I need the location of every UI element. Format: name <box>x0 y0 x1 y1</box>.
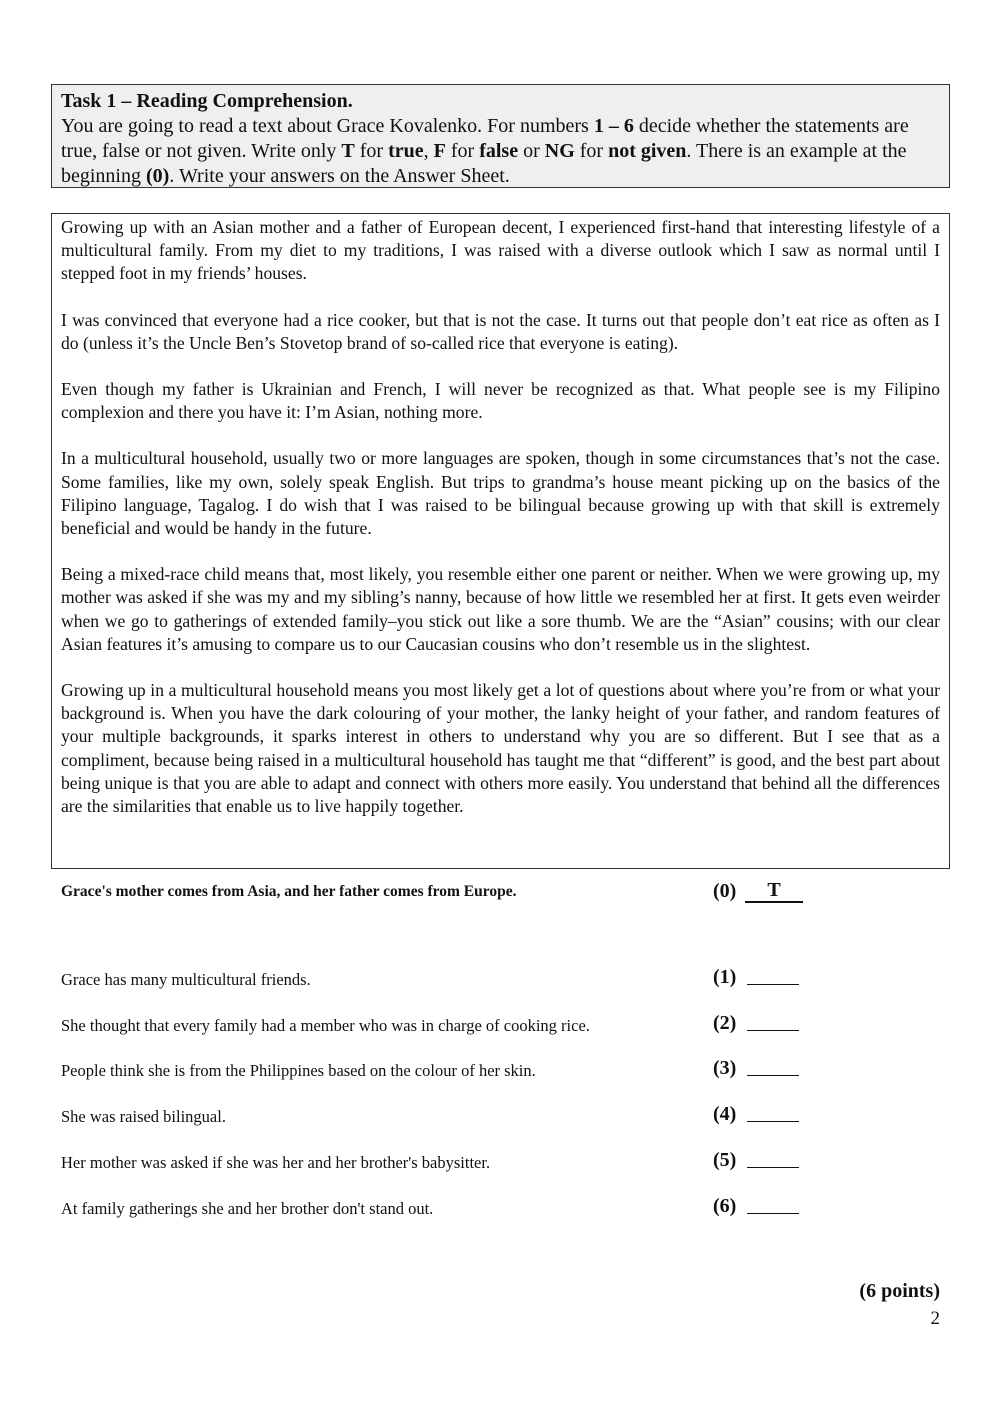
answer-blank[interactable] <box>747 1075 799 1076</box>
instructions-text: . There is an example at the beginning <box>61 140 907 187</box>
answer-blank[interactable] <box>747 984 799 985</box>
answer-blank[interactable] <box>747 1030 799 1031</box>
example-reference: (0) <box>146 165 170 187</box>
question-item <box>61 1014 941 1038</box>
true-code: T <box>341 140 355 162</box>
reading-paragraph: Even though my father is Ukrainian and French, I will never be recognized as that. What people see is my Filipino complexion and there you have it: I’m Asian, nothing more. <box>61 379 940 423</box>
question-item <box>61 1197 941 1221</box>
instructions-text: for <box>354 140 389 162</box>
question-item <box>61 1059 941 1083</box>
reading-paragraph: Growing up with an Asian mother and a father of European decent, I experienced first-hand that interesting lifestyle of a multicultural family. From my diet to my traditions, I was raised with a diverse outlook which I saw as normal until I stepped foot in my friends’ houses. <box>61 217 940 284</box>
task-instructions <box>61 114 941 189</box>
question-statement: At family gatherings she and her brother don't stand out. <box>61 1199 434 1218</box>
example-statement: Grace's mother comes from Asia, and her father comes from Europe. <box>61 883 517 900</box>
answer-blank[interactable] <box>747 1167 799 1168</box>
question-number: (4) <box>713 1103 737 1125</box>
answer-blank[interactable] <box>747 1121 799 1122</box>
reading-paragraph: I was convinced that everyone had a rice cooker, but that is not the case. It turns out that people don’t eat rice as often as I do (unless it’s the Uncle Ben’s Stovetop brand of so-called rice that everyone is eating). <box>61 309 940 353</box>
question-statement: She thought that every family had a member who was in charge of cooking rice. <box>61 1016 590 1035</box>
question-number: (2) <box>713 1012 737 1034</box>
false-code: F <box>433 140 446 162</box>
task-title: Task 1 – Reading Comprehension. <box>61 90 353 112</box>
instructions-text: . Write your answers on the Answer Sheet. <box>169 165 510 187</box>
instructions-text: for <box>445 140 480 162</box>
reading-paragraph: Growing up in a multicultural household means you most likely get a lot of questions about where you’re from or what your background is. When you have the dark colouring of your mother, the lanky height of your father, and random features of your multiple backgrounds, it sparks interest in others to understand why you are so different. But I see that as a compliment, because being raised in a multicultural household has taught me that “different” is good, and the best part about being unique is that you are able to adapt and connect with others more easily. You understand that behind all the differences are the similarities that enable us to live happily together. <box>61 680 940 817</box>
task-instructions-box <box>51 84 950 188</box>
reading-paragraph: In a multicultural household, usually two or more languages are spoken, though in some circumstances that’s not the case. Some families, like my own, solely speak English. But trips to grandma’s house meant picking up on the basics of the Filipino language, Tagalog. I do wish that I was raised to be bilingual because growing up with that skill is extremely beneficial and would be handy in the future. <box>61 448 940 539</box>
not-given-word: not given <box>608 140 687 162</box>
not-given-code: NG <box>544 140 575 162</box>
example-answer: T <box>745 880 803 903</box>
question-number: (6) <box>713 1195 737 1217</box>
instructions-text: decide whether the statements are true, false or not given. Write only <box>61 115 909 162</box>
true-word: true <box>388 140 424 162</box>
instructions-text: or <box>518 140 545 162</box>
instructions-text: for <box>574 140 609 162</box>
points-total: (6 points) <box>859 1280 940 1302</box>
reading-text-box <box>51 213 950 869</box>
instructions-text: You are going to read a text about Grace Kovalenko. For numbers <box>61 115 594 137</box>
question-item <box>61 1105 941 1129</box>
false-word: false <box>479 140 519 162</box>
question-range: 1 – 6 <box>593 115 634 137</box>
page-number: 2 <box>930 1308 940 1329</box>
reading-paragraph: Being a mixed-race child means that, most likely, you resemble either one parent or neither. When we were growing up, my mother was asked if she was my and my sibling’s nanny, because of how little we resembled her at first. It gets even weirder when we go to gatherings of extended family–you stick out like a sore thumb. We are the “Asian” cousins; with our clear Asian features it’s amusing to compare us to our Caucasian cousins who don’t resemble us in the slightest. <box>61 564 940 654</box>
question-number: (3) <box>713 1057 737 1079</box>
answer-blank[interactable] <box>747 1213 799 1214</box>
question-number: (1) <box>713 966 737 988</box>
question-statement: People think she is from the Philippines based on the colour of her skin. <box>61 1061 536 1080</box>
example-number: (0) <box>713 880 737 902</box>
question-statement: She was raised bilingual. <box>61 1107 226 1126</box>
example-item <box>61 880 941 904</box>
question-statement: Grace has many multicultural friends. <box>61 970 311 989</box>
question-number: (5) <box>713 1149 737 1171</box>
instructions-text: , <box>423 140 434 162</box>
question-item <box>61 1151 941 1175</box>
question-statement: Her mother was asked if she was her and her brother's babysitter. <box>61 1153 491 1172</box>
question-item <box>61 968 941 992</box>
